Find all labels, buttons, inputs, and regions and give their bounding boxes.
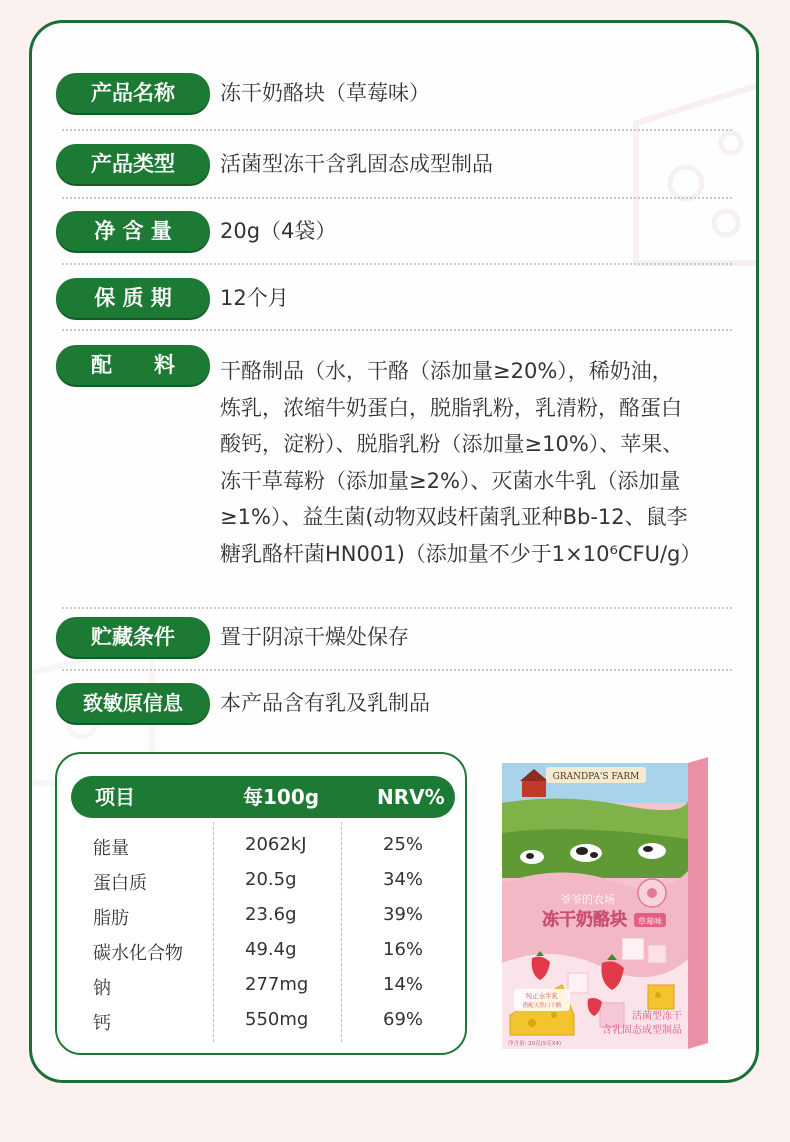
shelf-life-value: 12个月 bbox=[220, 286, 289, 310]
nutrient-name: 碳水化合物 bbox=[93, 943, 183, 964]
nutrient-name: 钠 bbox=[93, 978, 111, 999]
box-type-line2: 含乳固态成型制品 bbox=[602, 1025, 682, 1036]
nutrient-nrv: 16% bbox=[383, 939, 424, 960]
box-badge-bottom: 搭配天然口干酪 bbox=[522, 1003, 562, 1009]
nutrition-header bbox=[71, 776, 455, 818]
allergen-value: 本产品含有乳及乳制品 bbox=[220, 691, 430, 715]
product-info-card bbox=[29, 20, 759, 1083]
nutrient-amount: 277mg bbox=[245, 974, 309, 995]
header-per100g: 每100g bbox=[243, 785, 320, 809]
product-name-value: 冻干奶酪块（草莓味） bbox=[220, 81, 430, 105]
box-badge-top: 纯正水牛乳 bbox=[525, 992, 559, 1000]
nutrient-amount: 23.6g bbox=[245, 904, 297, 925]
ingredients-line: 糖乳酪杆菌HN001)（添加量不少于1×10⁶CFU/g） bbox=[220, 541, 702, 566]
box-product-name: 冻干奶酪块 bbox=[542, 910, 627, 930]
storage-value: 置于阴凉干燥处保存 bbox=[220, 625, 409, 649]
column-divider bbox=[213, 822, 214, 1042]
box-net: 净含量: 20克(5克X4) bbox=[508, 1041, 562, 1047]
dotted-divider bbox=[62, 263, 732, 265]
net-content-value: 20g（4袋） bbox=[220, 219, 337, 243]
cheese-outline-decoration bbox=[616, 63, 759, 293]
nutrient-amount: 49.4g bbox=[245, 939, 297, 960]
nutrient-amount: 20.5g bbox=[245, 869, 297, 890]
box-brand-cn: 爷爷的农场 bbox=[560, 893, 615, 906]
ingredients-line: 干酪制品（水，干酪（添加量≥20%），稀奶油， bbox=[220, 359, 673, 383]
nutrient-name: 钙 bbox=[93, 1013, 111, 1034]
box-brand-en: GRANDPA'S FARM bbox=[552, 772, 640, 782]
header-nrv: NRV% bbox=[377, 785, 445, 809]
ingredients-line: 冻干草莓粉（添加量≥2%）、灭菌水牛乳（添加量 bbox=[220, 468, 681, 493]
dotted-divider bbox=[62, 197, 732, 199]
nutrient-amount: 2062kJ bbox=[245, 834, 307, 855]
nutrient-name: 蛋白质 bbox=[93, 873, 147, 894]
box-type-line1: 活菌型冻干 bbox=[632, 1011, 682, 1022]
dotted-divider bbox=[62, 607, 732, 609]
ingredients-line: 酸钙，淀粉）、脱脂乳粉（添加量≥10%）、苹果、 bbox=[220, 432, 684, 456]
product-box-image bbox=[502, 753, 712, 1051]
dotted-divider bbox=[62, 129, 732, 131]
label-pill: 配 料 bbox=[56, 345, 210, 385]
nutrient-nrv: 39% bbox=[383, 904, 424, 925]
nutrient-name: 能量 bbox=[93, 838, 129, 859]
ingredients-line: 炼乳，浓缩牛奶蛋白，脱脂乳粉，乳清粉，酪蛋白 bbox=[220, 395, 682, 420]
nutrient-nrv: 14% bbox=[383, 974, 424, 995]
column-divider bbox=[341, 822, 342, 1042]
ingredients-line: ≥1%）、益生菌(动物双歧杆菌乳亚种Bb-12、鼠李 bbox=[220, 505, 688, 529]
label-pill: 产品类型 bbox=[56, 144, 210, 184]
dotted-divider bbox=[62, 329, 732, 331]
nutrition-table bbox=[55, 752, 467, 1055]
nutrient-nrv: 34% bbox=[383, 869, 424, 890]
ingredients-text bbox=[220, 353, 759, 572]
product-type-value: 活菌型冻干含乳固态成型制品 bbox=[220, 152, 493, 176]
nutrient-amount: 550mg bbox=[245, 1009, 309, 1030]
header-item: 项目 bbox=[95, 785, 135, 809]
nutrient-name: 脂肪 bbox=[93, 908, 129, 929]
label-pill: 致敏原信息 bbox=[56, 683, 210, 723]
label-pill: 净 含 量 bbox=[56, 211, 210, 251]
label-pill: 保 质 期 bbox=[56, 278, 210, 318]
box-flavor: 草莓味 bbox=[638, 917, 662, 926]
label-pill: 产品名称 bbox=[56, 73, 210, 113]
dotted-divider bbox=[62, 669, 732, 671]
nutrient-nrv: 25% bbox=[383, 834, 424, 855]
nutrient-nrv: 69% bbox=[383, 1009, 424, 1030]
label-pill: 贮藏条件 bbox=[56, 617, 210, 657]
